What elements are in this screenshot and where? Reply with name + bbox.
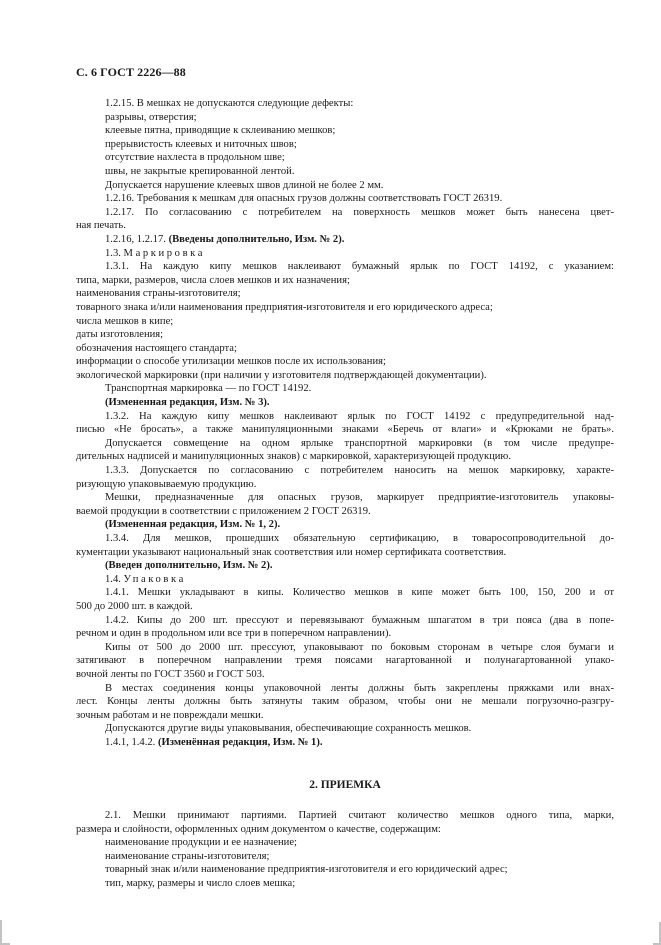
amendment-note: (Введен дополнительно, Изм. № 2). xyxy=(105,560,273,572)
text-line: ная печать. xyxy=(76,220,126,232)
section-title: 2. ПРИЕМКА xyxy=(309,778,381,791)
text-line: дительных надписей и манипуляционных знаков) с маркировкой, характеризующей продукцию. xyxy=(76,451,511,463)
subsection-heading xyxy=(105,573,614,587)
text-line: клеевые пятна, приводящие к склеиванию мешков; xyxy=(105,125,336,137)
text-line: наименование страны-изготовителя; xyxy=(105,850,270,862)
text-line: 1.3.1. На каждую кипу мешков наклеивают бумажный ярлык по ГОСТ 14192, с указанием: xyxy=(105,261,614,273)
amendment-ref: 1.2.16, 1.2.17. xyxy=(105,233,169,245)
text-line: 1.2.17. По согласованию с потребителем на поверхность мешков может быть нанесена цвет- xyxy=(105,206,614,218)
text-line: Допускаются другие виды упаковывания, обеспечивающие сохранность мешков. xyxy=(105,723,472,735)
text-line: экологической маркировки (при наличии у изготовителя подтверждающей документации). xyxy=(76,369,487,381)
subsection-title: Упаковка xyxy=(123,573,186,585)
subsection-title: Маркировка xyxy=(123,247,206,259)
text-line: наименование продукции и ее назначение; xyxy=(105,837,298,849)
text-line: наименования страны-изготовителя; xyxy=(76,288,241,300)
amendment-line xyxy=(105,736,614,750)
text-line: Транспортная маркировка — по ГОСТ 14192. xyxy=(105,383,312,395)
text-line: затягивают в поперечном направлении тремя поясами нагартованной и полунагартованной упако- xyxy=(76,655,614,667)
text-line: вочной ленты по ГОСТ 3560 и ГОСТ 503. xyxy=(76,668,265,680)
subsection-number: 1.4. xyxy=(105,573,124,585)
text-line: 1.3.4. Для мешков, прошедших обязательную сертификацию, в товаросопроводительной до- xyxy=(105,533,614,544)
text-line: Допускается совмещение на одном ярлыке транспортной маркировки (в том числе предупре- xyxy=(105,437,614,449)
text-line: отсутствие нахлеста в продольном шве; xyxy=(105,152,285,164)
text-line: числа мешков в кипе; xyxy=(76,315,174,327)
text-line: швы, не закрытые крепированной лентой. xyxy=(105,165,295,177)
scan-edge-mark xyxy=(653,922,661,945)
text-line: 1.4.2. Кипы до 200 шт. прессуют и перевязывают бумажным шпагатом в три пояса (два в попе- xyxy=(105,614,614,626)
text-line: 2.1. Мешки принимают партиями. Партией считают количество мешков одного типа, марки, xyxy=(105,810,614,822)
amendment-note: (Измененная редакция, Изм. № 3). xyxy=(105,397,270,409)
text-line: кументации указывают национальный знак соответствия или номер сертификата соответствия. xyxy=(76,546,507,558)
text-line: 1.3.2. На каждую кипу мешков наклеивают ярлык по ГОСТ 14192 с предупредительной над- xyxy=(105,410,614,422)
text-line: тип, марку, размеры и число слоев мешка; xyxy=(105,878,296,890)
text-line: 1.2.15. В мешках не допускаются следующие дефекты: xyxy=(105,98,354,109)
text-line: зочным работам и не повреждали мешки. xyxy=(76,709,264,721)
amendment-note: (Изменённая редакция, Изм. № 1). xyxy=(157,736,323,748)
document-body xyxy=(76,97,614,891)
text-line: товарный знак и/или наименование предприятия-изготовителя и его юридический адрес; xyxy=(105,864,508,876)
text-line: размера и слойности, оформленных одним документом о качестве, содержащим: xyxy=(76,823,441,835)
text-line: 1.2.16. Требования к мешкам для опасных грузов должны соответствовать ГОСТ 26319. xyxy=(105,193,503,205)
amendment-line xyxy=(105,233,614,247)
text-line: ризующую упаковываемую продукцию. xyxy=(76,478,257,490)
amendment-ref: 1.4.1, 1.4.2. xyxy=(105,736,158,748)
text-line: Кипы от 500 до 2000 шт. прессуют, упаковывают по боковым сторонам в четыре слоя бумаги и xyxy=(105,641,614,653)
text-line: 1.3.3. Допускается по согласованию с потребителем наносить на мешок маркировку, характе- xyxy=(105,465,614,477)
subsection-number: 1.3. xyxy=(105,247,124,259)
text-line: даты изготовления; xyxy=(76,329,164,341)
text-line: товарного знака и/или наименования предприятия-изготовителя и его юридического адреса; xyxy=(76,301,493,313)
text-line: речном и один в продольном или все три в поперечном направлении). xyxy=(76,628,392,640)
text-line: ваемой продукции в соответствии с приложением 2 ГОСТ 26319. xyxy=(76,505,371,517)
subsection-heading xyxy=(105,247,614,261)
amendment-note: (Введены дополнительно, Изм. № 2). xyxy=(168,233,345,245)
text-line: информации о способе утилизации мешков после их использования; xyxy=(76,356,386,368)
text-line: обозначения настоящего стандарта; xyxy=(76,342,237,354)
text-line: лест. Концы ленты должны быть затянуты таким образом, чтобы они не мешали погрузочно-разгру- xyxy=(76,696,614,708)
text-line: 1.4.1. Мешки укладывают в кипы. Количество мешков в кипе может быть 100, 150, 200 и от xyxy=(105,587,614,599)
text-line: писью «Не бросать», а также манипуляционными знаками «Беречь от влаги» и «Крюками не брать». xyxy=(76,424,614,436)
text-line: В местах соединения концы упаковочной ленты должны быть закреплены пряжками или внах- xyxy=(105,682,614,694)
amendment-note: (Измененная редакция, Изм. № 1, 2). xyxy=(105,519,281,531)
page-header: С. 6 ГОСТ 2226—88 xyxy=(76,65,186,79)
text-line: Допускается нарушение клеевых швов длиной не более 2 мм. xyxy=(105,179,384,191)
text-line: типа, марки, размеров, числа слоев мешков и их назначения; xyxy=(76,274,350,286)
text-line: 500 до 2000 шт. в каждой. xyxy=(76,600,193,612)
scan-edge-mark xyxy=(0,920,10,945)
text-line: разрывы, отверстия; xyxy=(105,111,197,123)
text-line: прерывистость клеевых и ниточных швов; xyxy=(105,138,297,150)
text-line: Мешки, предназначенные для опасных грузов, маркирует предприятие-изготовитель упаковы- xyxy=(105,492,614,504)
